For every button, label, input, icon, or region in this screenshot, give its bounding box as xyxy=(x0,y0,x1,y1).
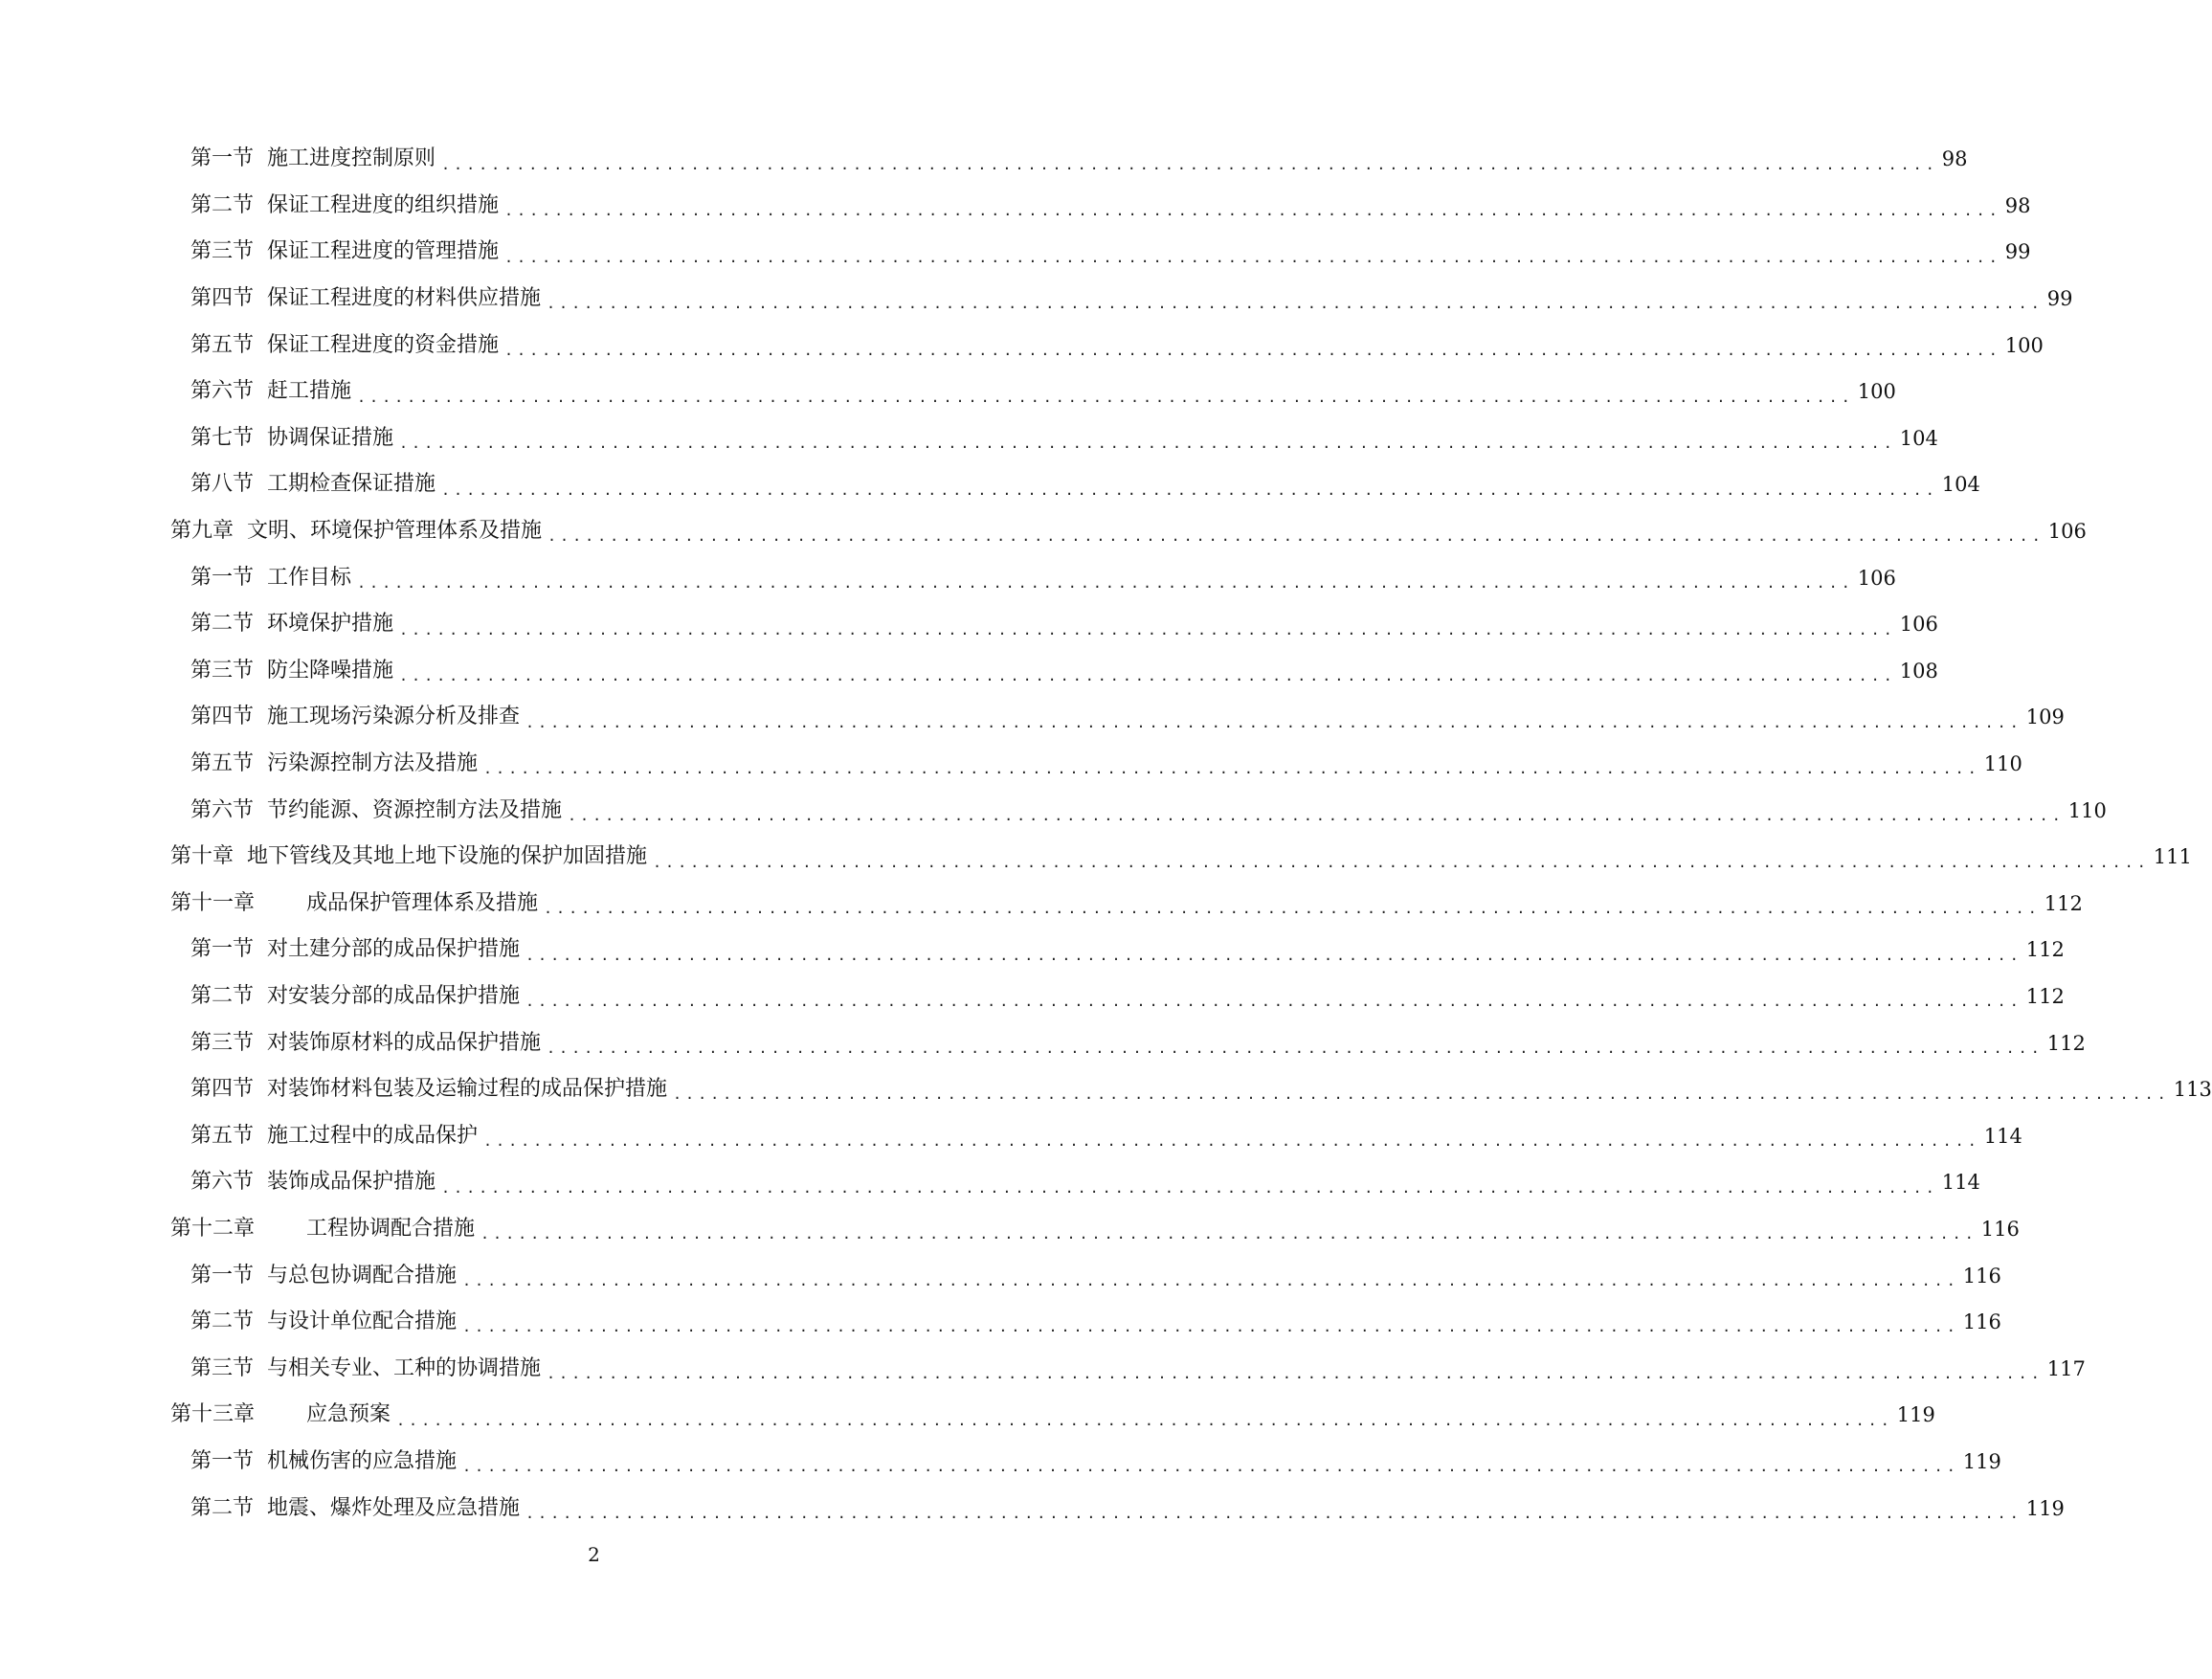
toc-entry-title: 保证工程进度的管理措施 xyxy=(267,239,500,264)
toc-entry-number: 第四节 xyxy=(190,1077,255,1102)
toc-entry-label xyxy=(190,1356,541,1381)
toc-entry-page: 116 xyxy=(1980,1217,2020,1241)
toc-entry-label xyxy=(190,239,499,264)
toc-entry-label xyxy=(190,379,351,404)
toc-entry-page: 112 xyxy=(2044,891,2083,915)
toc-entry-label xyxy=(190,333,499,358)
toc-entry-number: 第一节 xyxy=(190,146,255,171)
toc-dot-leader: ........................................................................................................................ xyxy=(525,1504,2022,1522)
toc-entry-page: 116 xyxy=(1962,1264,2001,1287)
toc-entry-page: 98 xyxy=(2004,193,2031,217)
toc-entry-number: 第一节 xyxy=(190,937,255,962)
toc-dot-leader: ........................................................................................................................ xyxy=(483,1132,1980,1151)
toc-entry-page: 112 xyxy=(2046,1031,2086,1055)
toc-entry-title: 环境保护措施 xyxy=(267,612,394,637)
toc-entry xyxy=(0,1299,2001,1346)
toc-dot-leader: ........................................................................................................................ xyxy=(504,202,2001,220)
toc-entry-number: 第三节 xyxy=(190,239,255,264)
toc-entry-page: 112 xyxy=(2025,938,2065,962)
toc-entry-page: 119 xyxy=(1962,1449,2001,1473)
toc-dot-leader: ........................................................................................................................ xyxy=(653,853,2150,871)
toc-entry-label xyxy=(190,1496,520,1521)
toc-dot-leader: ........................................................................................................................ xyxy=(547,1039,2044,1057)
toc-dot-leader: ........................................................................................................................ xyxy=(525,713,2022,731)
toc-entry-title: 赶工措施 xyxy=(267,379,352,404)
toc-entry-title: 防尘降噪措施 xyxy=(267,658,394,683)
toc-entry xyxy=(0,881,2083,928)
toc-entry-page: 112 xyxy=(2025,984,2065,1008)
toc-entry-label xyxy=(190,146,436,171)
toc-entry xyxy=(0,554,1896,601)
toc-entry-title: 机械伤害的应急措施 xyxy=(267,1448,458,1473)
toc-entry-label xyxy=(190,751,478,776)
toc-entry-page: 110 xyxy=(1983,752,2022,776)
toc-entry-number: 第二节 xyxy=(190,1495,255,1520)
toc-entry xyxy=(0,927,2065,974)
toc-entry-number: 第三节 xyxy=(190,1355,255,1380)
toc-entry-title: 协调保证措施 xyxy=(267,425,394,450)
toc-entry-number: 第十三章 xyxy=(170,1402,256,1427)
toc-dot-leader: ........................................................................................................................ xyxy=(357,573,1854,592)
toc-entry-page: 116 xyxy=(1962,1310,2001,1334)
toc-entry-page: 98 xyxy=(1941,147,1968,171)
toc-entry-label xyxy=(190,472,436,497)
toc-entry-number: 第六节 xyxy=(190,797,255,822)
toc-entry xyxy=(0,834,2192,881)
toc-entry xyxy=(0,183,2031,230)
toc-entry-label xyxy=(190,1449,457,1474)
toc-entry-title: 与设计单位配合措施 xyxy=(267,1310,458,1334)
toc-entry-page: 106 xyxy=(2047,520,2087,544)
toc-entry-label xyxy=(170,519,542,544)
toc-entry-number: 第十二章 xyxy=(170,1216,256,1241)
toc-entry xyxy=(0,136,1968,183)
toc-entry-number: 第五节 xyxy=(190,332,255,357)
toc-entry xyxy=(0,229,2031,276)
toc-entry-title: 工作目标 xyxy=(267,565,352,590)
toc-entry-number: 第六节 xyxy=(190,1170,255,1195)
toc-entry-label xyxy=(170,844,647,869)
toc-entry xyxy=(0,1252,2001,1299)
toc-entry-label xyxy=(190,705,520,729)
toc-entry-label xyxy=(190,566,351,591)
toc-entry-title: 对土建分部的成品保护措施 xyxy=(267,937,521,962)
toc-entry-number: 第八节 xyxy=(190,472,255,497)
toc-entry-page: 104 xyxy=(1899,426,1938,450)
toc-entry-number: 第十章 xyxy=(170,844,235,869)
toc-entry-label xyxy=(190,1124,478,1149)
toc-entry-number: 第二节 xyxy=(190,192,255,217)
toc-entry-title: 工期检查保证措施 xyxy=(267,472,436,497)
toc-entry-title: 与相关专业、工种的协调措施 xyxy=(267,1355,542,1380)
toc-entry-number: 第四节 xyxy=(190,286,255,311)
toc-entry-number: 第五节 xyxy=(190,1123,255,1148)
toc-entry xyxy=(0,1112,2022,1159)
toc-entry-page: 119 xyxy=(1896,1403,1935,1427)
toc-entry-page: 114 xyxy=(1983,1124,2022,1148)
toc-dot-leader: ........................................................................................................................ xyxy=(504,341,2001,359)
toc-entry xyxy=(0,369,1896,415)
toc-dot-leader: ........................................................................................................................ xyxy=(544,900,2041,918)
page-number: 2 xyxy=(588,1543,600,1566)
toc-dot-leader: ........................................................................................................................ xyxy=(525,946,2022,964)
toc-dot-leader: ........................................................................................................................ xyxy=(504,248,2001,266)
toc-entry-number: 第四节 xyxy=(190,705,255,729)
toc-entry-title: 地震、爆炸处理及应急措施 xyxy=(267,1495,521,1520)
toc-entry xyxy=(0,974,2065,1020)
toc-entry-label xyxy=(190,612,393,637)
toc-entry xyxy=(0,1392,1935,1439)
toc-entry-number: 第九章 xyxy=(170,519,235,544)
toc-dot-leader: ........................................................................................................................ xyxy=(673,1086,2170,1104)
toc-entry-label xyxy=(190,1077,667,1102)
toc-entry-label xyxy=(190,798,562,823)
toc-entry xyxy=(0,1206,2020,1253)
toc-dot-leader: ........................................................................................................................ xyxy=(525,993,2022,1011)
toc-entry-title: 节约能源、资源控制方法及措施 xyxy=(267,797,563,822)
toc-entry-page: 99 xyxy=(2046,287,2073,311)
toc-dot-leader: ........................................................................................................................ xyxy=(441,481,1938,499)
toc-entry-number: 第二节 xyxy=(190,1310,255,1334)
toc-entry-label xyxy=(170,1217,475,1242)
toc-entry-page: 104 xyxy=(1941,473,1980,497)
toc-dot-leader: ........................................................................................................................ xyxy=(462,1318,1959,1336)
toc-entry-title: 保证工程进度的资金措施 xyxy=(267,332,500,357)
toc-entry-label xyxy=(190,286,541,311)
toc-entry xyxy=(0,508,2087,555)
toc-entry-title: 污染源控制方法及措施 xyxy=(267,751,479,776)
toc-dot-leader: ........................................................................................................................ xyxy=(396,1411,1893,1429)
toc-entry-page: 99 xyxy=(2004,240,2031,264)
toc-dot-leader: ........................................................................................................................ xyxy=(399,667,1896,685)
toc-entry-label xyxy=(190,1264,457,1288)
toc-entry-page: 106 xyxy=(1857,566,1896,590)
toc-entry-title: 对安装分部的成品保护措施 xyxy=(267,983,521,1008)
toc-entry-title: 文明、环境保护管理体系及措施 xyxy=(247,519,543,544)
toc-entry-title: 成品保护管理体系及措施 xyxy=(306,890,539,915)
toc-entry-page: 114 xyxy=(1941,1171,1980,1195)
toc-entry-title: 保证工程进度的组织措施 xyxy=(267,192,500,217)
toc-entry-number: 第三节 xyxy=(190,1030,255,1055)
toc-entry xyxy=(0,1439,2001,1486)
toc-entry-page: 108 xyxy=(1899,659,1938,683)
toc-entry xyxy=(0,694,2065,741)
toc-dot-leader: ........................................................................................................................ xyxy=(399,435,1896,453)
toc-dot-leader: ........................................................................................................................ xyxy=(547,1365,2044,1383)
toc-entry-number: 第一节 xyxy=(190,565,255,590)
toc-entry-page: 110 xyxy=(2067,798,2107,822)
toc-dot-leader: ........................................................................................................................ xyxy=(357,388,1854,406)
toc-dot-leader: ........................................................................................................................ xyxy=(441,155,1938,173)
toc-entry xyxy=(0,322,2044,369)
toc-entry-number: 第二节 xyxy=(190,983,255,1008)
toc-entry xyxy=(0,741,2022,788)
toc-dot-leader: ........................................................................................................................ xyxy=(483,760,1980,778)
toc-entry-page: 106 xyxy=(1899,613,1938,637)
toc-entry-page: 109 xyxy=(2025,705,2065,729)
toc-dot-leader: ........................................................................................................................ xyxy=(547,295,2044,313)
toc-entry xyxy=(0,1159,1980,1206)
toc-entry-label xyxy=(190,937,520,962)
toc-dot-leader: ........................................................................................................................ xyxy=(547,527,2044,546)
toc-entry-page: 119 xyxy=(2025,1496,2065,1520)
toc-entry-title: 施工过程中的成品保护 xyxy=(267,1123,479,1148)
toc-entry-label xyxy=(190,193,499,218)
toc-entry-page: 111 xyxy=(2153,845,2192,869)
toc-entry-title: 地下管线及其地上地下设施的保护加固措施 xyxy=(247,844,648,869)
toc-entry xyxy=(0,461,1980,508)
toc-entry-label xyxy=(170,891,538,916)
toc-entry xyxy=(0,1485,2065,1532)
toc-entry-page: 100 xyxy=(2004,333,2044,357)
toc-dot-leader: ........................................................................................................................ xyxy=(441,1178,1938,1197)
toc-entry xyxy=(0,1066,2212,1113)
toc-entry-label xyxy=(190,1031,541,1056)
toc-entry-page: 100 xyxy=(1857,380,1896,404)
toc-entry-number: 第五节 xyxy=(190,751,255,776)
toc-entry xyxy=(0,276,2073,323)
toc-entry-title: 施工进度控制原则 xyxy=(267,146,436,171)
toc-dot-leader: ........................................................................................................................ xyxy=(568,806,2065,824)
toc-entry xyxy=(0,415,1938,462)
toc-entry-number: 第十一章 xyxy=(170,890,256,915)
toc-entry-page: 113 xyxy=(2173,1078,2212,1102)
toc-entry-label xyxy=(170,1402,391,1427)
toc-entry xyxy=(0,787,2107,834)
toc-dot-leader: ........................................................................................................................ xyxy=(462,1458,1959,1476)
toc-entry xyxy=(0,648,1938,695)
toc-entry-number: 第七节 xyxy=(190,425,255,450)
toc-entry-label xyxy=(190,1310,457,1334)
toc-entry-number: 第三节 xyxy=(190,658,255,683)
toc-entry xyxy=(0,601,1938,648)
toc-entry-page: 117 xyxy=(2046,1356,2086,1380)
toc-entry xyxy=(0,1345,2086,1392)
toc-dot-leader: ........................................................................................................................ xyxy=(399,620,1896,638)
toc-entry-title: 对装饰材料包装及运输过程的成品保护措施 xyxy=(267,1077,668,1102)
toc-entry-number: 第一节 xyxy=(190,1448,255,1473)
toc-entry-number: 第一节 xyxy=(190,1263,255,1287)
toc-entry-label xyxy=(190,984,520,1009)
toc-entry-title: 应急预案 xyxy=(306,1402,391,1427)
toc-dot-leader: ........................................................................................................................ xyxy=(480,1225,1977,1243)
toc-entry-title: 工程协调配合措施 xyxy=(306,1216,476,1241)
toc-entry-label xyxy=(190,426,393,451)
toc-entry-label xyxy=(190,1170,436,1195)
toc-entry-title: 对装饰原材料的成品保护措施 xyxy=(267,1030,542,1055)
toc-entry xyxy=(0,1019,2086,1066)
toc-entry-label xyxy=(190,659,393,683)
table-of-contents xyxy=(0,136,2212,1532)
toc-entry-title: 保证工程进度的材料供应措施 xyxy=(267,286,542,311)
toc-dot-leader: ........................................................................................................................ xyxy=(462,1271,1959,1289)
toc-entry-title: 装饰成品保护措施 xyxy=(267,1170,436,1195)
toc-entry-title: 与总包协调配合措施 xyxy=(267,1263,458,1287)
toc-entry-number: 第六节 xyxy=(190,379,255,404)
toc-entry-number: 第二节 xyxy=(190,612,255,637)
toc-entry-title: 施工现场污染源分析及排查 xyxy=(267,705,521,729)
